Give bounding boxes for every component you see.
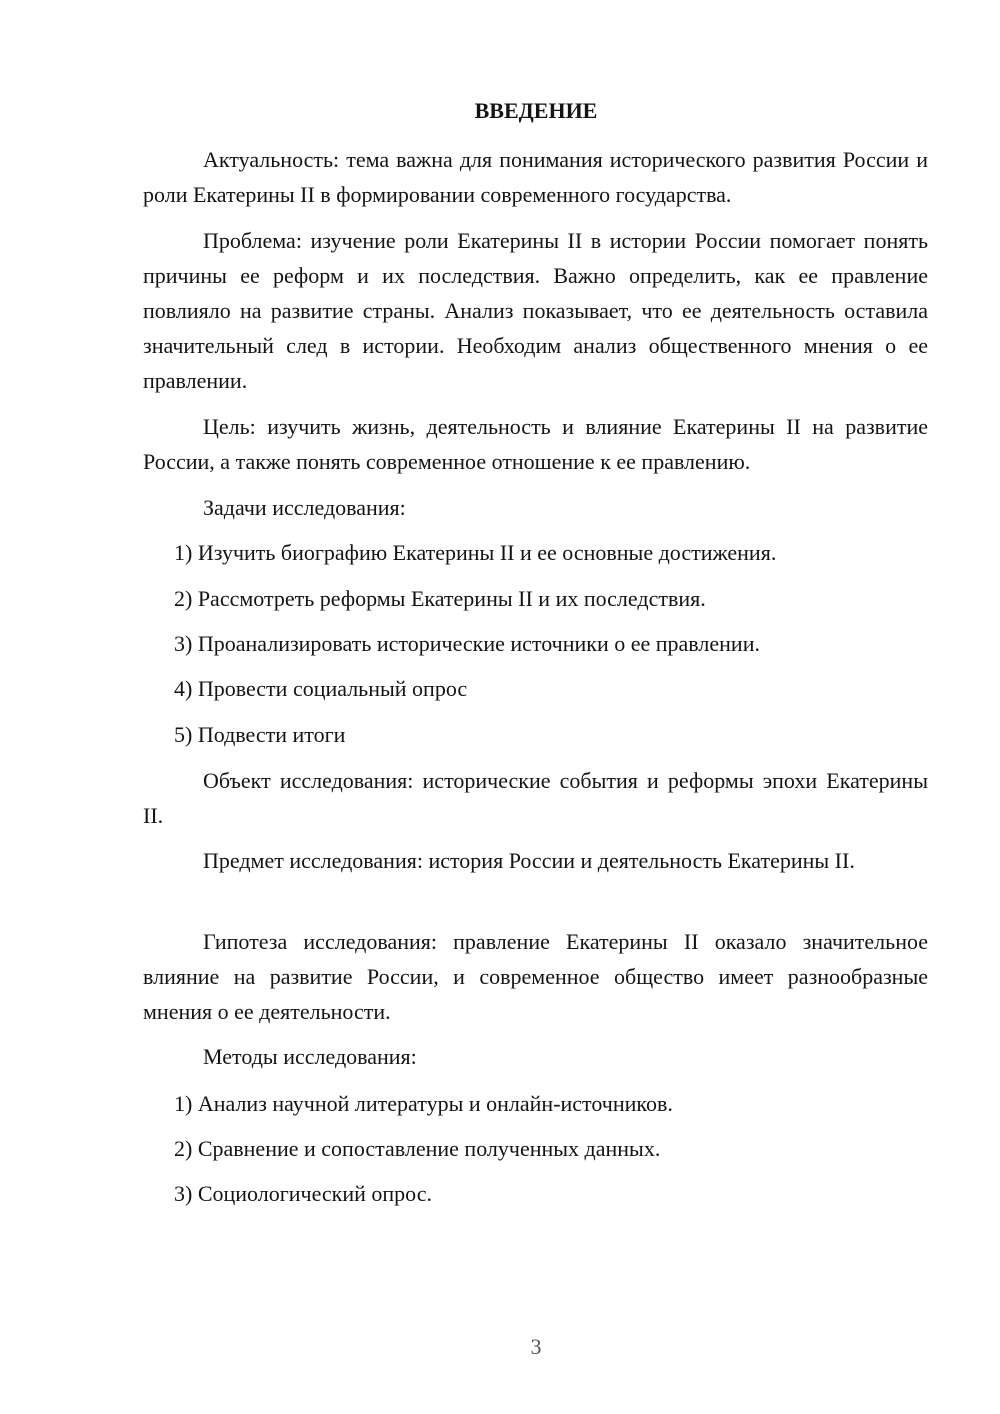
relevance-paragraph: Актуальность: тема важна для понимания исторического развития России и роли Екатерины II в формировании современного государства. bbox=[143, 147, 928, 207]
object-paragraph: Объект исследования: исторические события и реформы эпохи Екатерины II. bbox=[143, 768, 928, 828]
problem-paragraph: Проблема: изучение роли Екатерины II в истории России помогает понять причины ее реформ и их последствия. Важно определить, как ее правление повлияло на развитие страны. Анализ показывает, что ее деятельность оставила значительный след в истории. Необходим анализ общественного мнения о ее правлении. bbox=[143, 228, 928, 393]
task-item: 2) Рассмотреть реформы Екатерины II и их последствия. bbox=[174, 586, 706, 611]
page-title: ВВЕДЕНИЕ bbox=[474, 98, 598, 123]
methods-label: Методы исследования: bbox=[203, 1044, 417, 1069]
method-item: 1) Анализ научной литературы и онлайн-источников. bbox=[174, 1091, 673, 1116]
tasks-label: Задачи исследования: bbox=[203, 495, 406, 520]
page-number: 3 bbox=[530, 1334, 542, 1359]
task-item: 3) Проанализировать исторические источники о ее правлении. bbox=[174, 631, 760, 656]
task-item: 4) Провести социальный опрос bbox=[174, 676, 468, 701]
task-item: 5) Подвести итоги bbox=[174, 722, 346, 747]
method-item: 3) Социологический опрос. bbox=[174, 1181, 432, 1206]
task-item: 1) Изучить биографию Екатерины II и ее основные достижения. bbox=[174, 540, 777, 565]
hypothesis-paragraph: Гипотеза исследования: правление Екатерины II оказало значительное влияние на развитие России, и современное общество имеет разнообразные мнения о ее деятельности. bbox=[143, 929, 928, 1024]
goal-paragraph: Цель: изучить жизнь, деятельность и влияние Екатерины II на развитие России, а также понять современное отношение к ее правлению. bbox=[143, 414, 928, 474]
subject-paragraph: Предмет исследования: история России и деятельность Екатерины II. bbox=[203, 848, 855, 873]
method-item: 2) Сравнение и сопоставление полученных данных. bbox=[174, 1136, 661, 1161]
